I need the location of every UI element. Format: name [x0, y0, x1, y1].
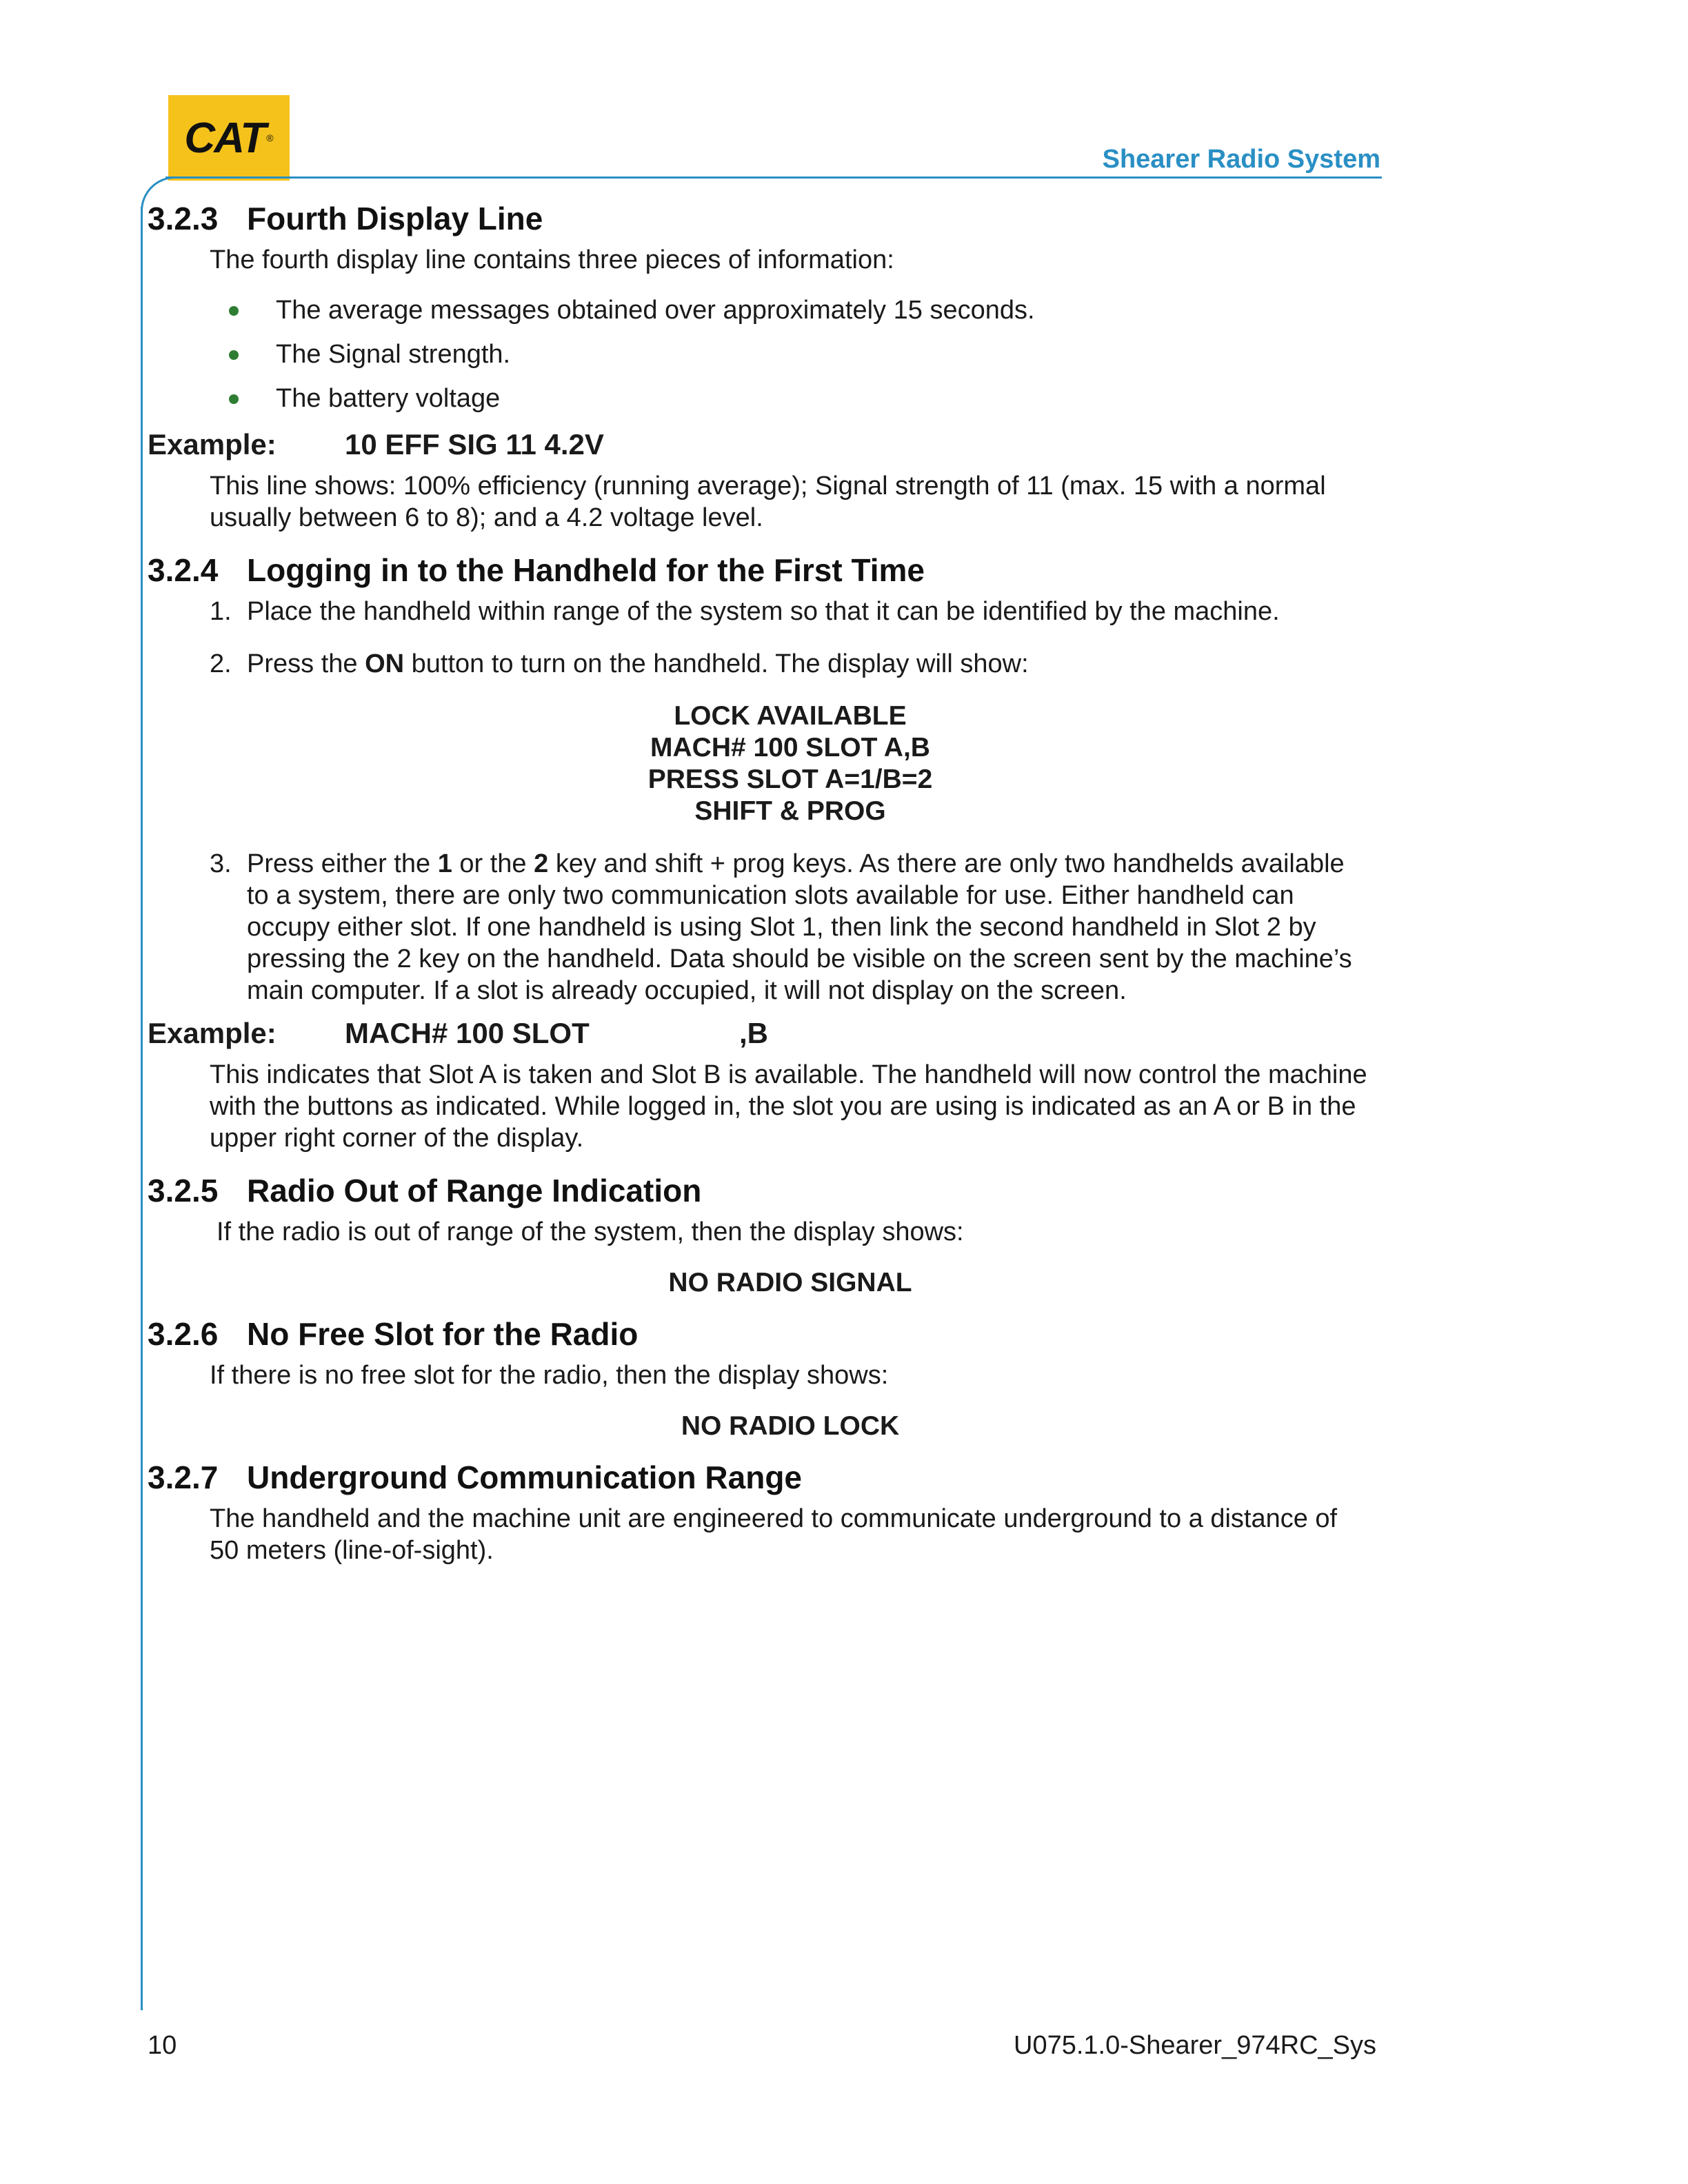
page-content: [148, 194, 1382, 1566]
step-item: [148, 648, 1382, 680]
list-item: [148, 288, 1382, 332]
section-number: 3.2.3: [148, 201, 219, 236]
header-rule: [165, 176, 1382, 179]
example-tail: ,B: [739, 1017, 768, 1049]
margin-rule: [141, 207, 143, 2010]
step-text-c: or the: [452, 849, 534, 878]
step-number: 1.: [210, 597, 232, 626]
section-number: 3.2.4: [148, 552, 219, 588]
section-intro: If the radio is out of range of the system, then the display shows:: [217, 1217, 964, 1246]
document-id: U075.1.0-Shearer_974RC_Sys: [1014, 2031, 1376, 2060]
example-label: Example:: [148, 428, 277, 461]
list-item: [148, 376, 1382, 421]
display-readout: [148, 700, 1433, 827]
section-body: The handheld and the machine unit are engineered to communicate underground to a distance of 50 meters (line-of-sight).: [210, 1504, 1338, 1565]
step-text-a: Press either the: [247, 849, 438, 878]
section-intro: If there is no free slot for the radio, then the display shows:: [210, 1361, 889, 1390]
example-label: Example:: [148, 1017, 277, 1049]
section-title: No Free Slot for the Radio: [247, 1316, 639, 1352]
example-value: 10 EFF SIG 11 4.2V: [345, 428, 604, 461]
page-number: 10: [148, 2031, 177, 2060]
example-explanation: This line shows: 100% efficiency (running average); Signal strength of 11 (max. 15 with a normal usually between 6 to 8); and a 4.2 voltage level.: [210, 472, 1326, 532]
section-heading-3-2-4: [148, 549, 1382, 592]
step-number: 3.: [210, 849, 232, 878]
step-item: [148, 848, 1382, 1007]
display-line: LOCK AVAILABLE: [674, 701, 907, 731]
step-text-d: key and shift + prog keys. As there are only two handhelds available to a system, there are only two communication slots available for use. Either handheld can occupy either slot. If one handheld is using Slot 1, then link the second handheld in Slot 2 by pressing the 2 key on the handheld. Data should be visible on the screen sent by the machine’s main computer. If a slot is already occupied, it will not display on the screen.: [247, 849, 1352, 1005]
list-item-text: The Signal strength.: [276, 340, 511, 369]
step-item: [148, 596, 1382, 627]
bullet-icon: [229, 350, 239, 360]
section-heading-3-2-5: [148, 1169, 1382, 1212]
example-line: [148, 425, 1382, 465]
example-value: MACH# 100 SLOT: [345, 1017, 590, 1049]
example-line: [148, 1013, 1382, 1053]
section-title: Logging in to the Handheld for the First Time: [247, 552, 925, 588]
steps-list: [148, 596, 1382, 680]
list-item: [148, 332, 1382, 376]
steps-list: [148, 848, 1382, 1007]
bullet-list: [148, 288, 1382, 421]
section-title: Radio Out of Range Indication: [247, 1173, 702, 1209]
step-text-pre: Press the: [247, 649, 365, 678]
step-text-post: button to turn on the handheld. The display will show:: [404, 649, 1029, 678]
display-line: MACH# 100 SLOT A,B: [650, 733, 930, 762]
step-text: Place the handheld within range of the system so that it can be identified by the machine.: [247, 597, 1280, 626]
display-readout: NO RADIO SIGNAL: [668, 1268, 912, 1297]
list-item-text: The average messages obtained over approximately 15 seconds.: [276, 296, 1035, 325]
step-key-2: 2: [534, 849, 549, 878]
step-text-bold: ON: [365, 649, 405, 678]
section-number: 3.2.7: [148, 1459, 219, 1495]
section-heading-3-2-6: [148, 1313, 1382, 1355]
example-explanation: This indicates that Slot A is taken and Slot B is available. The handheld will now control the machine with the buttons as indicated. While logged in, the slot you are using is indicated as an A or B in the upper right corner of the display.: [210, 1060, 1367, 1153]
section-title: Fourth Display Line: [247, 201, 543, 236]
bullet-icon: [229, 394, 239, 404]
section-heading-3-2-7: [148, 1456, 1382, 1499]
section-title: Underground Communication Range: [247, 1459, 802, 1495]
display-line: SHIFT & PROG: [694, 796, 886, 826]
logo-registered-mark: ®: [266, 132, 274, 143]
list-item-text: The battery voltage: [276, 384, 501, 413]
section-number: 3.2.5: [148, 1173, 219, 1209]
section-intro: The fourth display line contains three pieces of information:: [210, 245, 894, 274]
bullet-icon: [229, 306, 239, 316]
step-number: 2.: [210, 649, 232, 678]
section-heading-3-2-3: [148, 197, 1382, 240]
cat-logo: [168, 95, 290, 181]
display-readout: NO RADIO LOCK: [681, 1411, 900, 1441]
display-line: PRESS SLOT A=1/B=2: [647, 765, 933, 794]
step-key-1: 1: [437, 849, 452, 878]
section-number: 3.2.6: [148, 1316, 219, 1352]
header-title: Shearer Radio System: [1102, 145, 1380, 174]
logo-text: CAT: [184, 114, 265, 162]
